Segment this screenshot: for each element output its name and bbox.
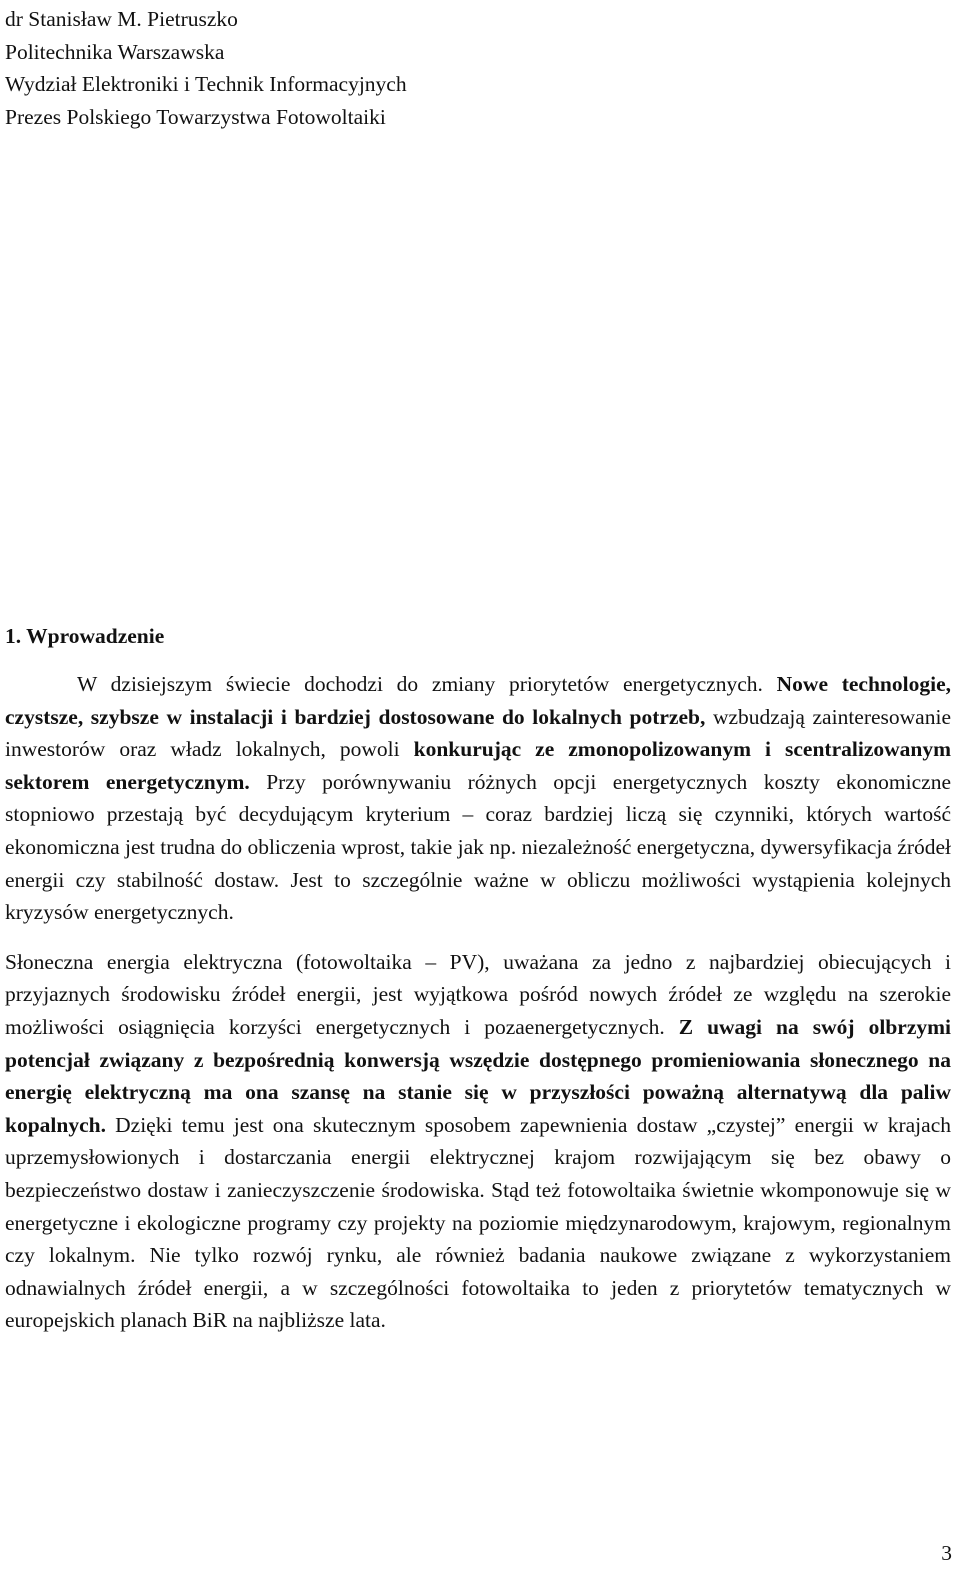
author-institution: Politechnika Warszawska (5, 39, 225, 64)
paragraph-intro-text-2: wzbudzają zainteresowanie inwestorów oraz władz lokalnych, powoli (5, 704, 951, 762)
author-role: Prezes Polskiego Towarzystwa Fotowoltaiki (5, 104, 386, 129)
document-body (5, 668, 951, 1337)
paragraph-intro-text-1: W dzisiejszym świecie dochodzi do zmiany priorytetów energetycznych. (77, 672, 777, 696)
paragraph-pv-text-2: Dzięki temu jest ona skutecznym sposobem zapewnienia dostaw „czystej” energii w krajach uprzemysłowionych i dostarczania energii elektrycznej krajom rozwijającym się bez obawy o bezpieczeństwo dostaw i zanieczyszczenie środowiska. Stąd też fotowoltaika świetnie wkomponowuje się w energetyczne i ekologiczne programy czy projekty na poziomie międzynarodowym, krajowym, regionalnym czy lokalnym. Nie tylko rozwój rynku, ale również badania naukowe związane z wykorzystaniem odnawialnych źródeł energii, a w szczególności fotowoltaika to jeden z priorytetów tematycznych w europejskich planach BiR na najbliższe lata. (5, 1112, 951, 1333)
paragraph-photovoltaics (5, 946, 951, 1337)
section-heading: 1. Wprowadzenie (5, 624, 165, 648)
paragraph-intro (5, 668, 951, 929)
paragraph-pv-bold-1: Z uwagi na swój olbrzymi potencjał związany z bezpośrednią konwersją wszędzie dostępnego promieniowania słonecznego na energię elektryczną ma ona szansę na stanie się w przyszłości poważną alternatywą dla paliw kopalnych. (5, 1014, 951, 1137)
paragraph-pv-text-1: Słoneczna energia elektryczna (fotowoltaika – PV), uważana za jedno z najbardziej obiecujących i przyjaznych środowisku źródeł energii, jest wyjątkowa pośród nowych źródeł ze względu na szerokie możliwości osiągnięcia korzyści energetycznych i pozaenergetycznych. (5, 949, 951, 1039)
author-faculty: Wydział Elektroniki i Technik Informacyjnych (5, 72, 407, 96)
author-block (5, 3, 407, 133)
paragraph-intro-bold-1: Nowe technologie, czystsze, szybsze w instalacji i bardziej dostosowane do lokalnych potrzeb, (5, 672, 952, 729)
author-name: dr Stanisław M. Pietruszko (5, 7, 238, 31)
paragraph-intro-bold-2: konkurując ze zmonopolizowanym i scentralizowanym sektorem energetycznym. (5, 737, 952, 794)
paragraph-intro-text-3: Przy porównywaniu różnych opcji energetycznych koszty ekonomiczne stopniowo przestają być decydującym kryterium – coraz bardziej liczą się czynniki, których wartość ekonomiczna jest trudna do obliczenia wprost, takie jak np. niezależność energetyczna, dywersyfikacja źródeł energii czy stabilność dostaw. Jest to szczególnie ważne w obliczu możliwości wystąpienia kolejnych kryzysów energetycznych. (5, 769, 951, 925)
page-number: 3 (941, 1541, 952, 1565)
